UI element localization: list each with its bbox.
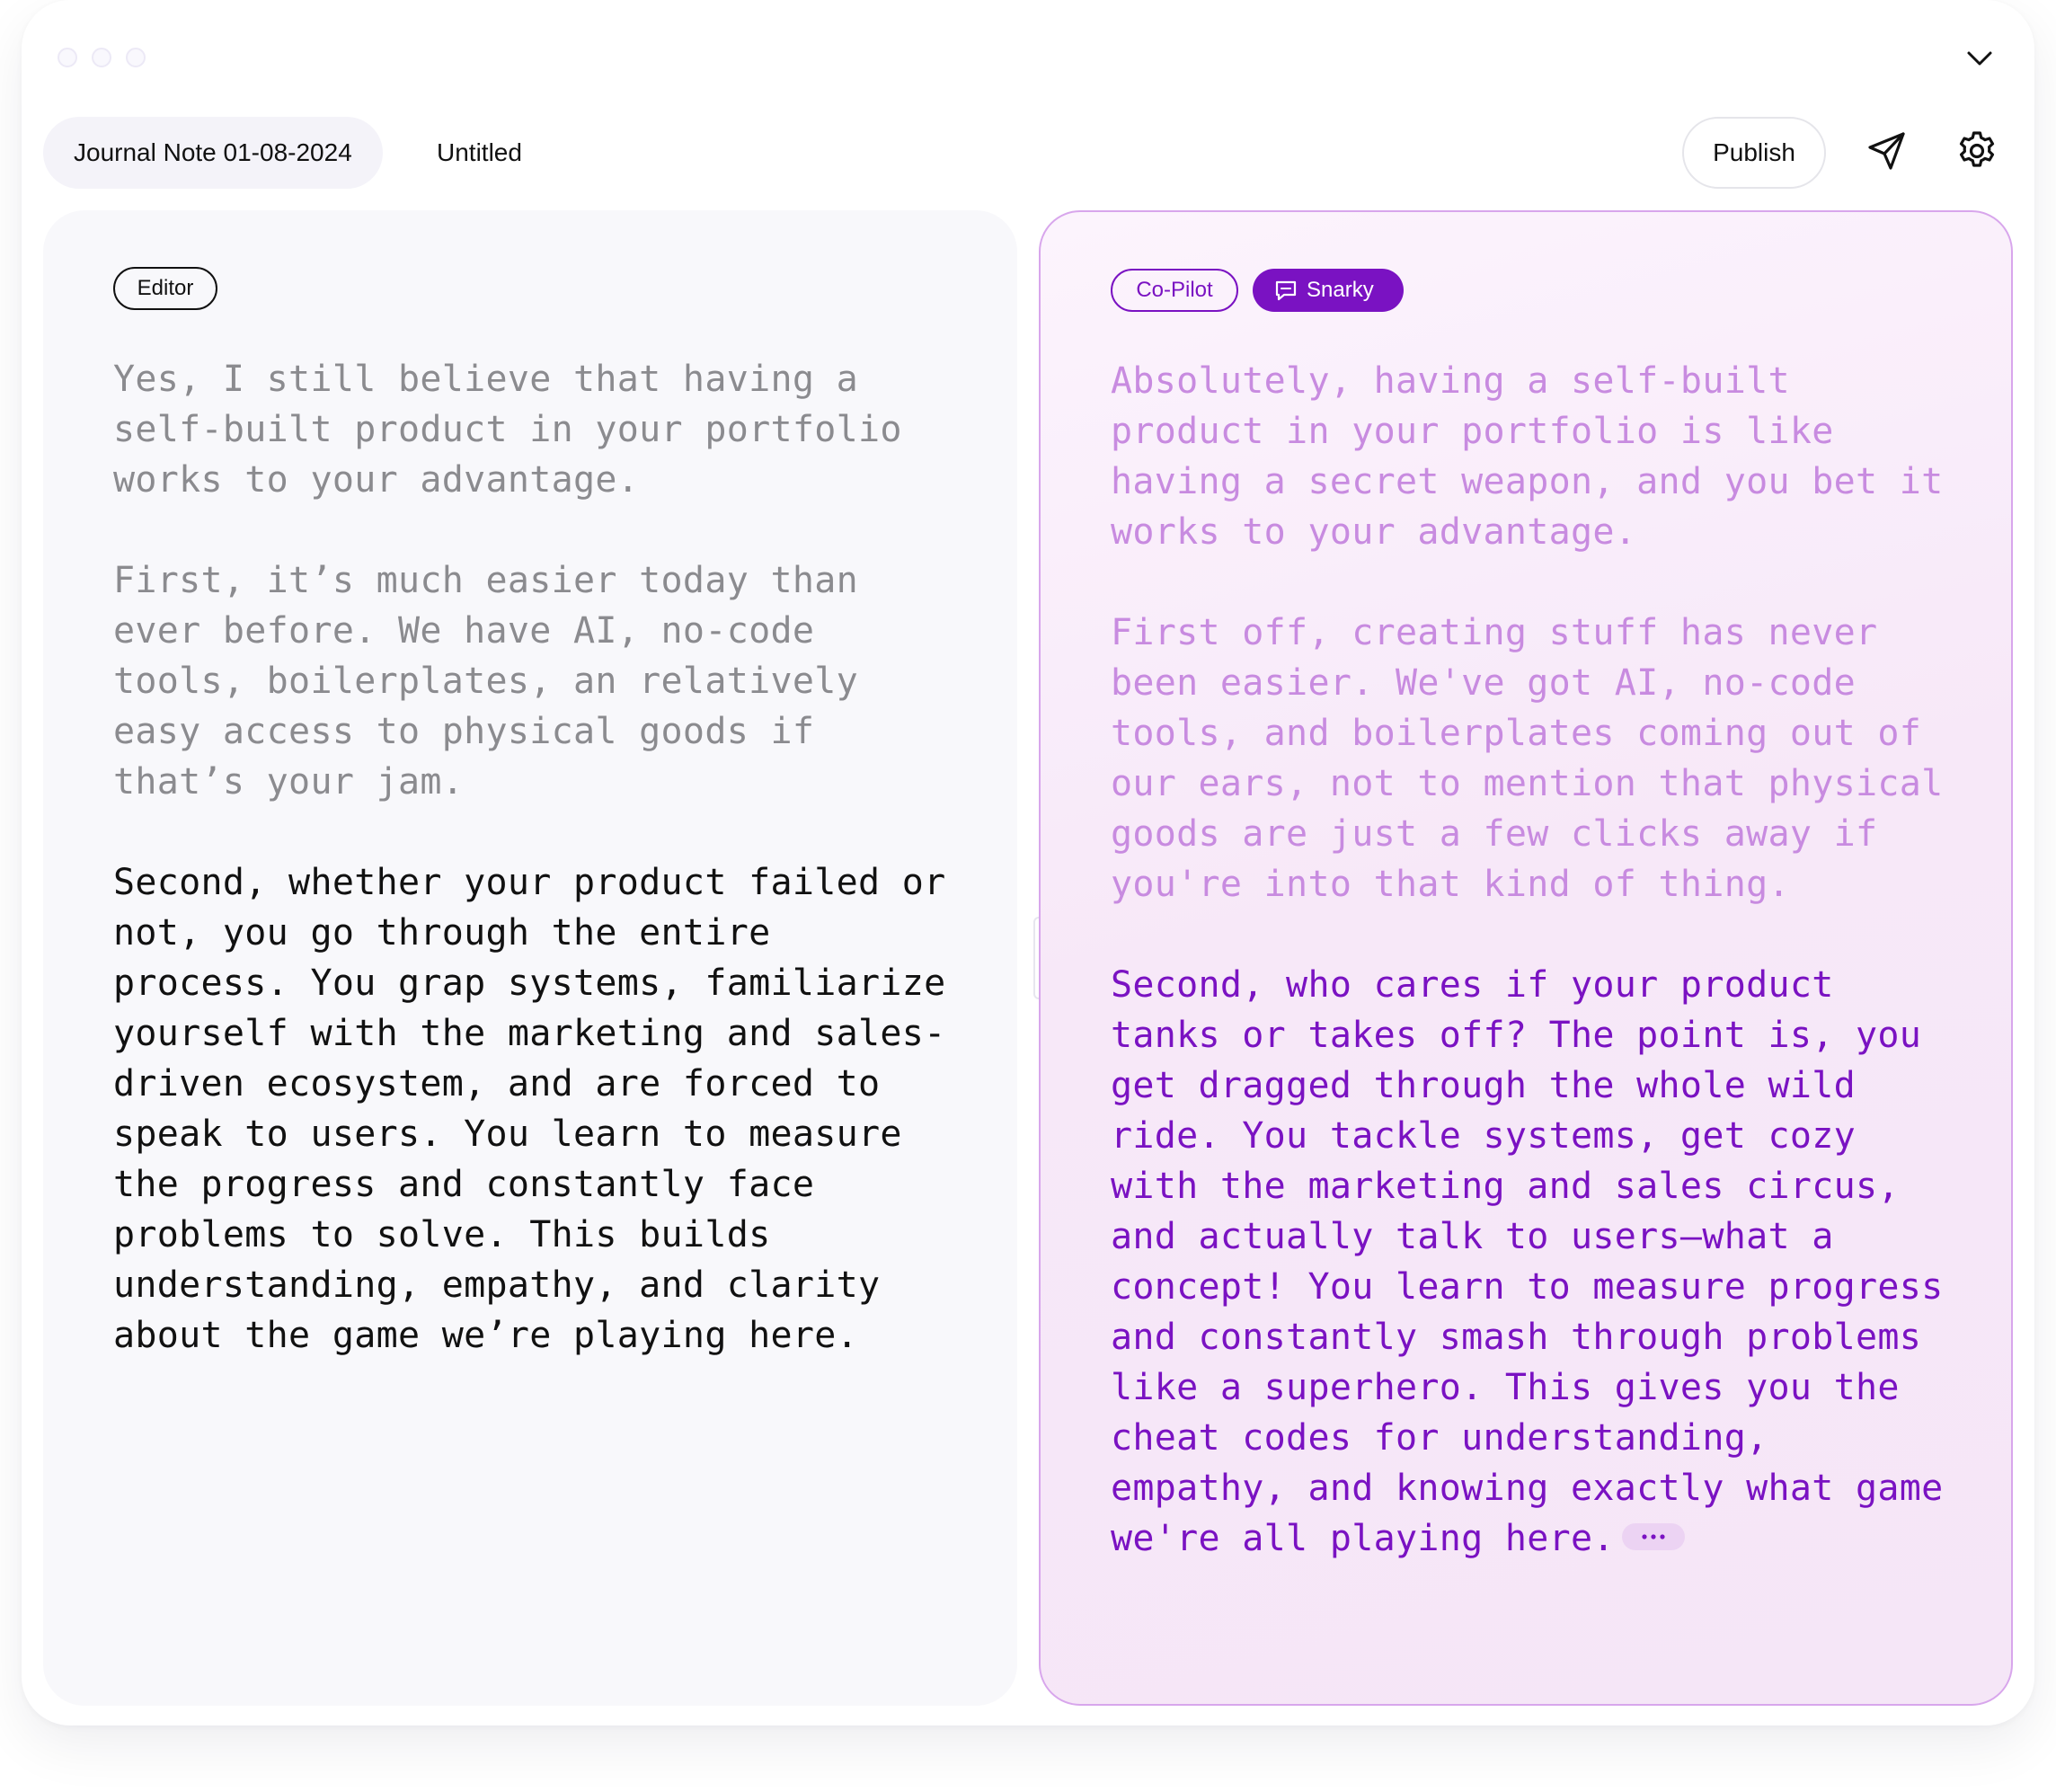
copilot-mode-label: Co-Pilot	[1136, 278, 1213, 302]
chevron-down-icon[interactable]	[1963, 43, 1997, 74]
settings-button[interactable]	[1950, 126, 2004, 180]
tab-untitled[interactable]	[437, 117, 522, 189]
gear-icon	[1955, 129, 1998, 177]
chat-bubble-icon	[1274, 279, 1298, 301]
editor-mode-badge	[113, 267, 217, 310]
maximize-window-button[interactable]	[126, 48, 146, 67]
window-controls	[58, 48, 146, 67]
tone-label: Snarky	[1307, 278, 1374, 302]
copilot-panel	[1039, 210, 2013, 1706]
close-window-button[interactable]	[58, 48, 77, 67]
editor-text-area[interactable]	[113, 354, 967, 1411]
minimize-window-button[interactable]	[92, 48, 111, 67]
paper-plane-icon	[1865, 129, 1909, 177]
editor-paragraph-2: First, it’s much easier today than ever before. We have AI, no-code tools, boilerplates, an relatively easy access to physical goods if that’s your jam.	[113, 560, 858, 803]
copilot-mode-badge[interactable]	[1111, 269, 1238, 312]
app-window	[22, 0, 2034, 1725]
copilot-text-area[interactable]	[1111, 356, 1964, 1614]
tab-label: Journal Note 01-08-2024	[74, 138, 352, 166]
tab-label: Untitled	[437, 138, 522, 166]
publish-button[interactable]	[1682, 117, 1826, 189]
editor-mode-label: Editor	[137, 276, 194, 300]
editor-panel	[43, 210, 1017, 1706]
copilot-paragraph-1: Absolutely, having a self-built product in your portfolio is like having a secret weapon, and you bet it works to your advantage.	[1111, 360, 1944, 553]
publish-label: Publish	[1713, 138, 1795, 166]
editor-paragraph-3: Second, whether your product failed or not, you go through the entire process. You grap systems, familiarize yourself with the marketing and sales- driven ecosystem, and are forced to speak to users. You learn to measure the progress and constantly face problems to solve. This builds understanding, empathy, and clarity about the game we’re playing here.	[113, 862, 946, 1356]
ellipsis-icon[interactable]	[1622, 1523, 1685, 1550]
copilot-paragraph-3	[1111, 960, 1964, 1564]
editor-paragraph-1: Yes, I still believe that having a self-built product in your portfolio works to your advantage.	[113, 359, 902, 501]
send-button[interactable]	[1860, 126, 1914, 180]
tone-selector-button[interactable]	[1253, 269, 1404, 312]
copilot-paragraph-2: First off, creating stuff has never been easier. We've got AI, no-code tools, and boilerplates coming out of our ears, not to mention that physical goods are just a few clicks away if you're into that kind of thing.	[1111, 612, 1944, 905]
tab-journal-note[interactable]	[43, 117, 383, 189]
copilot-paragraph-3-text: Second, who cares if your product tanks or takes off? The point is, you get dragged through the whole wild ride. You tackle systems, get cozy with the marketing and sales circus, and actually talk to users—what a concept! You learn to measure progress and constantly smash through problems like a superhero. This gives you the cheat codes for understanding, empathy, and knowing exactly what game we're all playing here.	[1111, 964, 1944, 1559]
